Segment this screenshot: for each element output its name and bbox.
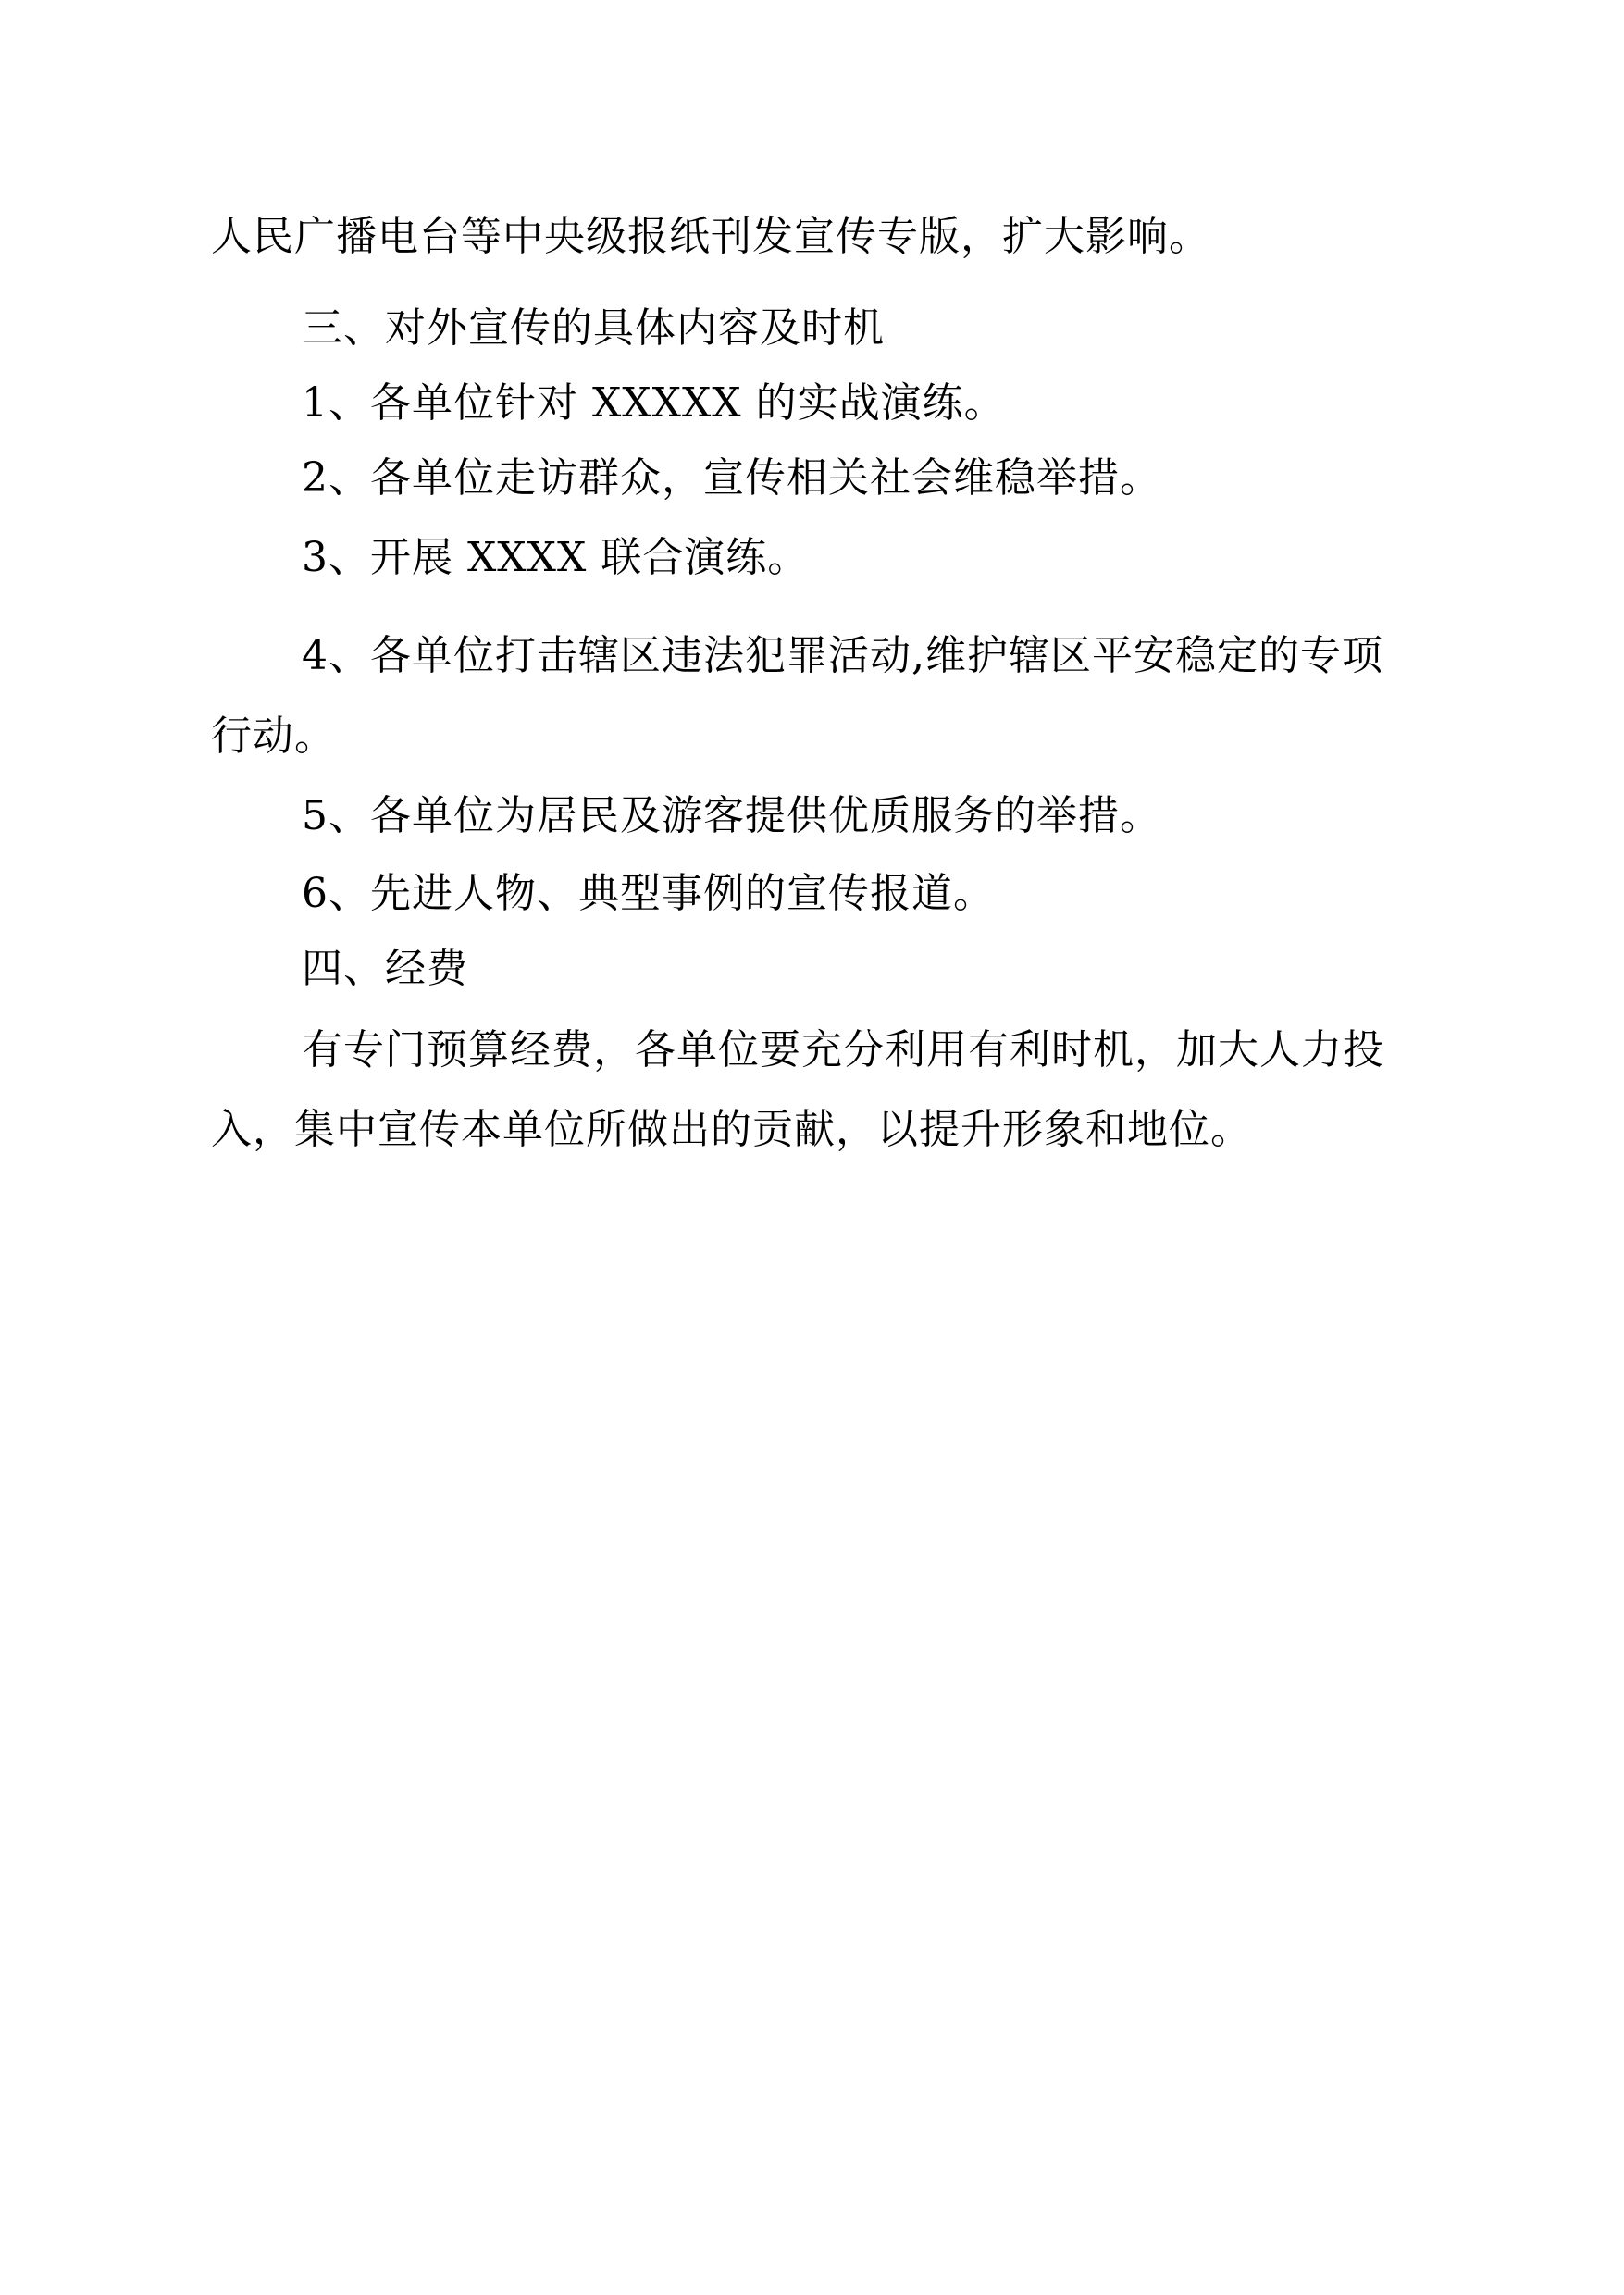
list-item-1: 1、各单位针对 XXXXX 的实战演练。 bbox=[302, 379, 1006, 427]
list-item-4: 4、各单位打击辖区违法犯罪活动,维护辖区平安稳定的专项 bbox=[302, 632, 1383, 679]
list-item-5: 5、各单位为居民及游客提供优质服务的举措。 bbox=[302, 792, 1161, 839]
list-item-3: 3、开展 XXXX 联合演练。 bbox=[302, 534, 810, 581]
section-heading-four: 四、经费 bbox=[302, 945, 468, 992]
list-item-4-continuation: 行动。 bbox=[211, 713, 336, 760]
list-item-6: 6、先进人物、典型事例的宣传报道。 bbox=[302, 870, 995, 917]
funding-paragraph-line-2: 入，集中宣传本单位所做出的贡献，以提升形象和地位。 bbox=[211, 1106, 1252, 1153]
funding-paragraph-line-1: 有专门预算经费，各单位要充分利用有利时机，加大人力投 bbox=[302, 1026, 1384, 1073]
list-item-2: 2、各单位走访群众，宣传相关社会维稳举措。 bbox=[302, 454, 1161, 502]
section-heading-three: 三、对外宣传的具体内容及时机 bbox=[302, 304, 885, 352]
paragraph-continuation-line: 人民广播电台等中央级报纸刊发宣传专版，扩大影响。 bbox=[211, 213, 1210, 260]
